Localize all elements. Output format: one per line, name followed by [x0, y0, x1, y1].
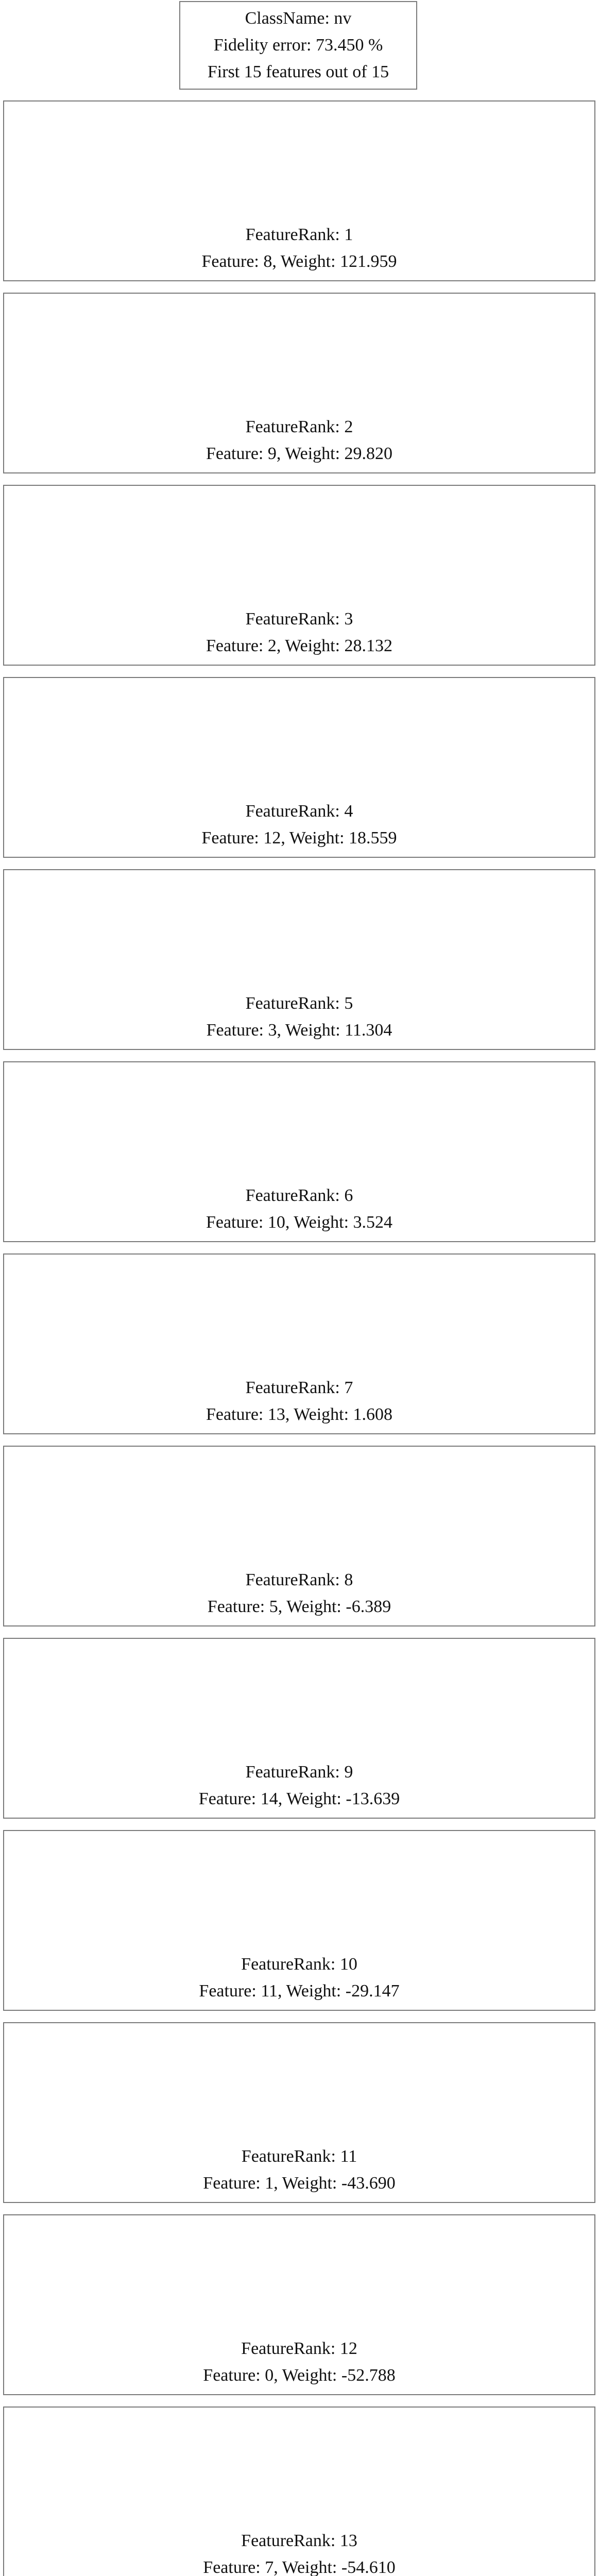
feature-panel-label	[4, 798, 594, 852]
feature-rank-text: FeatureRank: 5	[245, 994, 353, 1013]
feature-weight-text: Feature: 12, Weight: 18.559	[201, 828, 397, 848]
class-name-label: ClassName: nv	[245, 9, 352, 28]
features-summary-label: First 15 features out of 15	[207, 62, 389, 81]
feature-panel-label	[4, 1951, 594, 2005]
feature-weight-text: Feature: 9, Weight: 29.820	[206, 444, 393, 463]
feature-weight-text: Feature: 5, Weight: -6.389	[207, 1597, 391, 1616]
feature-panel-7	[3, 1253, 595, 1434]
feature-rank-text: FeatureRank: 2	[245, 417, 353, 436]
feature-rank-text: FeatureRank: 8	[245, 1570, 353, 1589]
feature-panel-12	[3, 2214, 595, 2395]
feature-panel-4	[3, 677, 595, 858]
feature-weight-text: Feature: 14, Weight: -13.639	[198, 1789, 400, 1808]
feature-weight-text: Feature: 8, Weight: 121.959	[201, 252, 397, 271]
feature-rank-text: FeatureRank: 11	[241, 2147, 357, 2166]
feature-panel-10	[3, 1830, 595, 2011]
feature-panel-5	[3, 869, 595, 1050]
feature-rank-text: FeatureRank: 10	[241, 1955, 357, 1974]
feature-weight-text: Feature: 10, Weight: 3.524	[206, 1213, 393, 1232]
feature-panel-label	[4, 2143, 594, 2197]
feature-rank-text: FeatureRank: 13	[241, 2531, 357, 2550]
feature-panel-label	[4, 414, 594, 467]
feature-panel-label	[4, 222, 594, 275]
feature-rank-text: FeatureRank: 7	[245, 1378, 353, 1397]
feature-panel-label	[4, 990, 594, 1044]
feature-rank-text: FeatureRank: 12	[241, 2339, 357, 2358]
feature-panel-9	[3, 1638, 595, 1819]
feature-rank-text: FeatureRank: 1	[245, 225, 353, 244]
fidelity-error-label: Fidelity error: 73.450 %	[213, 36, 383, 55]
feature-weight-text: Feature: 3, Weight: 11.304	[206, 1021, 392, 1040]
feature-panel-label	[4, 1567, 594, 1620]
feature-panel-8	[3, 1446, 595, 1626]
feature-panel-11	[3, 2022, 595, 2203]
feature-panel-label	[4, 2528, 594, 2576]
feature-weight-text: Feature: 2, Weight: 28.132	[206, 636, 393, 655]
feature-panel-13	[3, 2406, 595, 2576]
feature-weight-text: Feature: 11, Weight: -29.147	[199, 1981, 400, 2001]
feature-weight-text: Feature: 0, Weight: -52.788	[203, 2366, 396, 2385]
feature-panel-label	[4, 606, 594, 659]
feature-panel-label	[4, 2335, 594, 2389]
feature-panel-2	[3, 293, 595, 473]
feature-panel-label	[4, 1182, 594, 1236]
feature-panel-6	[3, 1061, 595, 1242]
class-summary-box	[179, 1, 417, 90]
feature-panel-3	[3, 485, 595, 666]
feature-weight-text: Feature: 1, Weight: -43.690	[203, 2174, 396, 2193]
feature-rank-text: FeatureRank: 4	[245, 802, 353, 821]
feature-panel-label	[4, 1759, 594, 1812]
feature-weight-text: Feature: 13, Weight: 1.608	[206, 1405, 393, 1424]
feature-weight-text: Feature: 7, Weight: -54.610	[203, 2558, 396, 2576]
feature-rank-text: FeatureRank: 6	[245, 1186, 353, 1205]
feature-rank-text: FeatureRank: 9	[245, 1762, 353, 1782]
feature-rank-text: FeatureRank: 3	[245, 609, 353, 629]
feature-panel-1	[3, 100, 595, 281]
feature-panel-label	[4, 1375, 594, 1428]
